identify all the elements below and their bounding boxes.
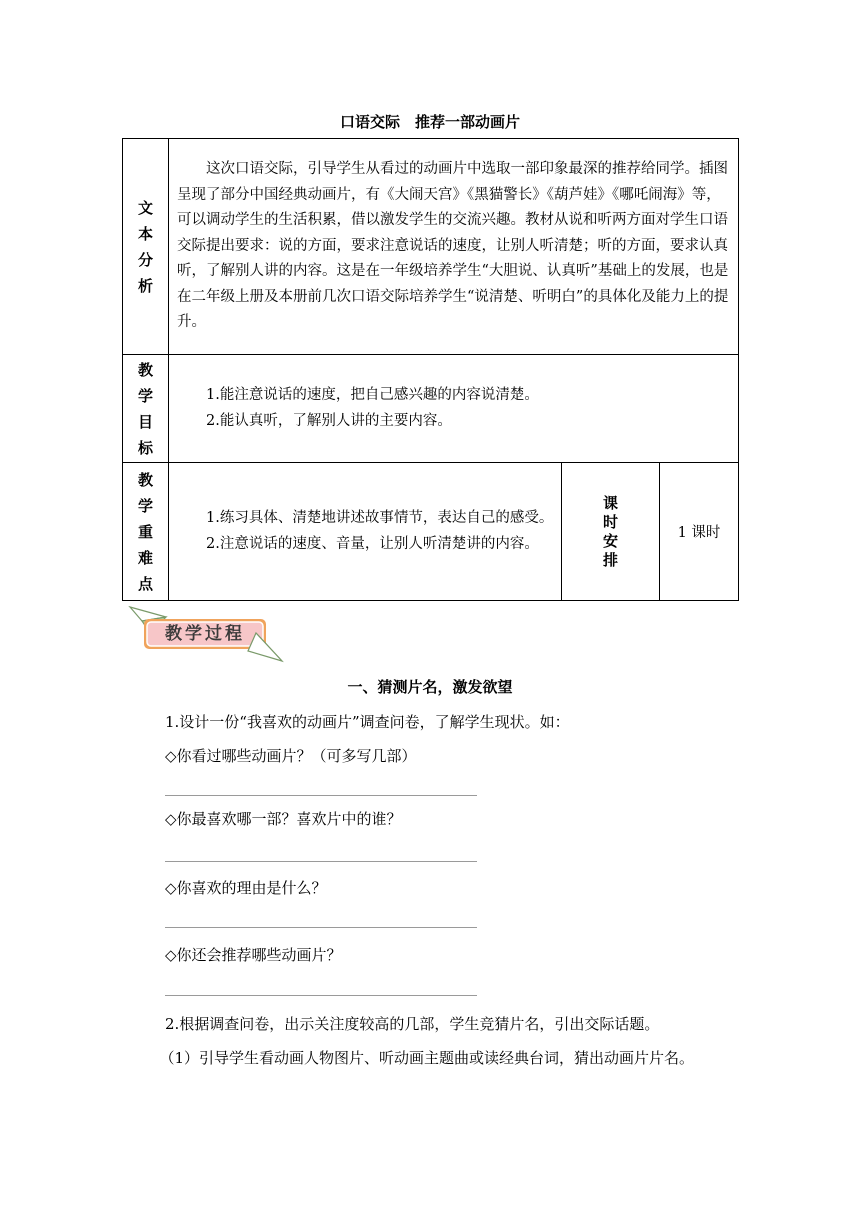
key-points-content: 1.练习具体、清楚地讲述故事情节，表达自己的感受。 2.注意说话的速度、音量，让别人听清楚讲的内容。: [169, 463, 562, 601]
lesson-plan-table: [122, 138, 739, 601]
text-analysis-row: [123, 139, 739, 355]
answer-line-4: [165, 995, 477, 996]
answer-line-1: [165, 795, 477, 796]
key-points-row: [123, 463, 739, 601]
question-3: ◇你喜欢的理由是什么？: [165, 879, 327, 897]
teaching-process-banner: [128, 603, 284, 665]
schedule-value: 1 课时: [660, 463, 739, 601]
page-title: 口语交际 推荐一部动画片: [339, 113, 520, 131]
section-title: 一、猜测片名，激发欲望: [347, 678, 513, 696]
answer-line-2: [165, 861, 477, 862]
teaching-process-label: 教学过程: [165, 624, 245, 644]
question-1: ◇你看过哪些动画片？（可多写几部）: [165, 747, 417, 765]
schedule-header: 课 时 安 排: [562, 463, 660, 601]
goals-header: 教 学 目 标: [123, 355, 169, 463]
step-2: 2.根据调查问卷，出示关注度较高的几部，学生竞猜片名，引出交际话题。: [165, 1015, 660, 1033]
goals-content: 1.能注意说话的速度，把自己感兴趣的内容说清楚。 2.能认真听，了解别人讲的主要内容。: [169, 355, 739, 463]
text-analysis-content: 这次口语交际，引导学生从看过的动画片中选取一部印象最深的推荐给同学。插图呈现了部分中国经典动画片，有《大闹天宫》《黑猫警长》《葫芦娃》《哪吒闹海》等，可以调动学生的生活积累，借以激发学生的交流兴趣。教材从说和听两方面对学生口语交际提出要求：说的方面，要求注意说话的速度，让别人听清楚；听的方面，要求认真听，了解别人讲的内容。这是在一年级培养学生“大胆说、认真听”基础上的发展，也是在二年级上册及本册前几次口语交际培养学生“说清楚、听明白”的具体化及能力上的提升。: [169, 139, 739, 355]
question-4: ◇你还会推荐哪些动画片？: [165, 946, 342, 964]
text-analysis-header: 文 本 分 析: [123, 139, 169, 355]
goals-row: [123, 355, 739, 463]
step-2-1: （1）引导学生看动画人物图片、听动画主题曲或读经典台词，猜出动画片片名。: [159, 1049, 695, 1067]
survey-intro: 1.设计一份“我喜欢的动画片”调查问卷，了解学生现状。如：: [165, 713, 570, 731]
question-2: ◇你最喜欢哪一部？喜欢片中的谁？: [165, 810, 402, 828]
key-points-header: 教 学 重 难 点: [123, 463, 169, 601]
answer-line-3: [165, 927, 477, 928]
